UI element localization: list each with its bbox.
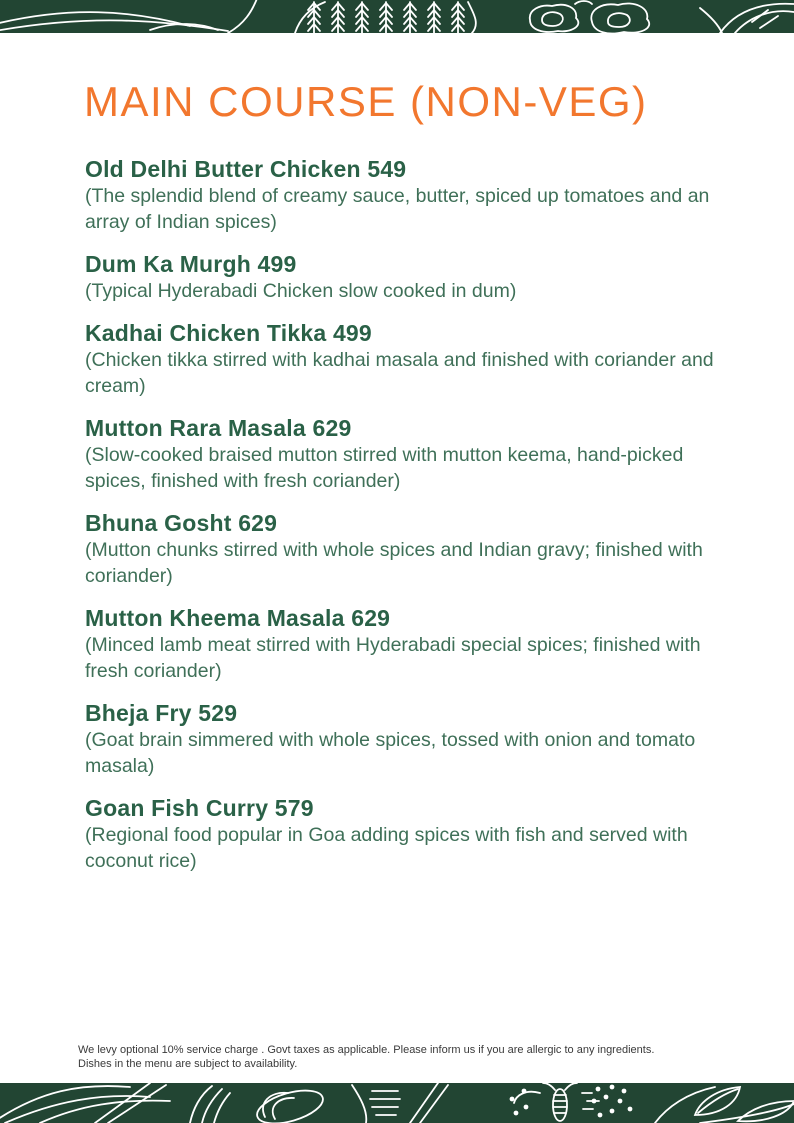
menu-item bbox=[85, 156, 719, 235]
page-title: MAIN COURSE (NON-VEG) bbox=[84, 78, 648, 125]
item-description: (Mutton chunks stirred with whole spices and Indian gravy; finished with coriander) bbox=[85, 539, 703, 587]
item-description: (Typical Hyderabadi Chicken slow cooked in dum) bbox=[85, 280, 517, 302]
item-description: (Minced lamb meat stirred with Hyderabadi special spices; finished with fresh coriander) bbox=[85, 634, 701, 682]
item-price: 629 bbox=[238, 510, 278, 536]
menu-item bbox=[85, 795, 719, 874]
item-name-and-price bbox=[85, 510, 719, 537]
item-name: Mutton Rara Masala bbox=[85, 415, 306, 441]
item-price: 529 bbox=[198, 700, 238, 726]
botanical-border-bottom-icon bbox=[0, 1083, 794, 1123]
item-name-and-price bbox=[85, 605, 719, 632]
item-name-and-price bbox=[85, 156, 719, 183]
item-description: (Goat brain simmered with whole spices, tossed with onion and tomato masala) bbox=[85, 729, 696, 777]
disclaimer-line: We levy optional 10% service charge . Govt taxes as applicable. Please inform us if you are allergic to any ingredients. bbox=[78, 1044, 655, 1056]
item-price: 499 bbox=[257, 251, 297, 277]
disclaimer bbox=[78, 1043, 794, 1071]
item-name-and-price bbox=[85, 320, 719, 347]
item-name: Bhuna Gosht bbox=[85, 510, 232, 536]
item-description: (Regional food popular in Goa adding spices with fish and served with coconut rice) bbox=[85, 824, 688, 872]
menu-list bbox=[85, 156, 719, 890]
item-name: Goan Fish Curry bbox=[85, 795, 269, 821]
item-name-and-price bbox=[85, 700, 719, 727]
menu-item bbox=[85, 510, 719, 589]
item-price: 549 bbox=[367, 156, 407, 182]
item-name-and-price bbox=[85, 251, 719, 278]
disclaimer-line: Dishes in the menu are subject to availability. bbox=[78, 1058, 298, 1070]
item-name: Old Delhi Butter Chicken bbox=[85, 156, 361, 182]
botanical-border-top-icon bbox=[0, 0, 794, 33]
item-name: Dum Ka Murgh bbox=[85, 251, 251, 277]
menu-item bbox=[85, 320, 719, 399]
item-name: Kadhai Chicken Tikka bbox=[85, 320, 327, 346]
item-name: Bheja Fry bbox=[85, 700, 192, 726]
menu-item bbox=[85, 251, 719, 304]
menu-item bbox=[85, 415, 719, 494]
item-name-and-price bbox=[85, 795, 719, 822]
item-description: (The splendid blend of creamy sauce, butter, spiced up tomatoes and an array of Indian spices) bbox=[85, 185, 710, 233]
item-price: 629 bbox=[312, 415, 352, 441]
item-price: 629 bbox=[351, 605, 391, 631]
menu-item bbox=[85, 700, 719, 779]
item-description: (Chicken tikka stirred with kadhai masala and finished with coriander and cream) bbox=[85, 349, 714, 397]
menu-item bbox=[85, 605, 719, 684]
item-name: Mutton Kheema Masala bbox=[85, 605, 345, 631]
item-description: (Slow-cooked braised mutton stirred with mutton keema, hand-picked spices, finished with fresh coriander) bbox=[85, 444, 684, 492]
item-name-and-price bbox=[85, 415, 719, 442]
item-price: 499 bbox=[332, 320, 372, 346]
item-price: 579 bbox=[274, 795, 314, 821]
